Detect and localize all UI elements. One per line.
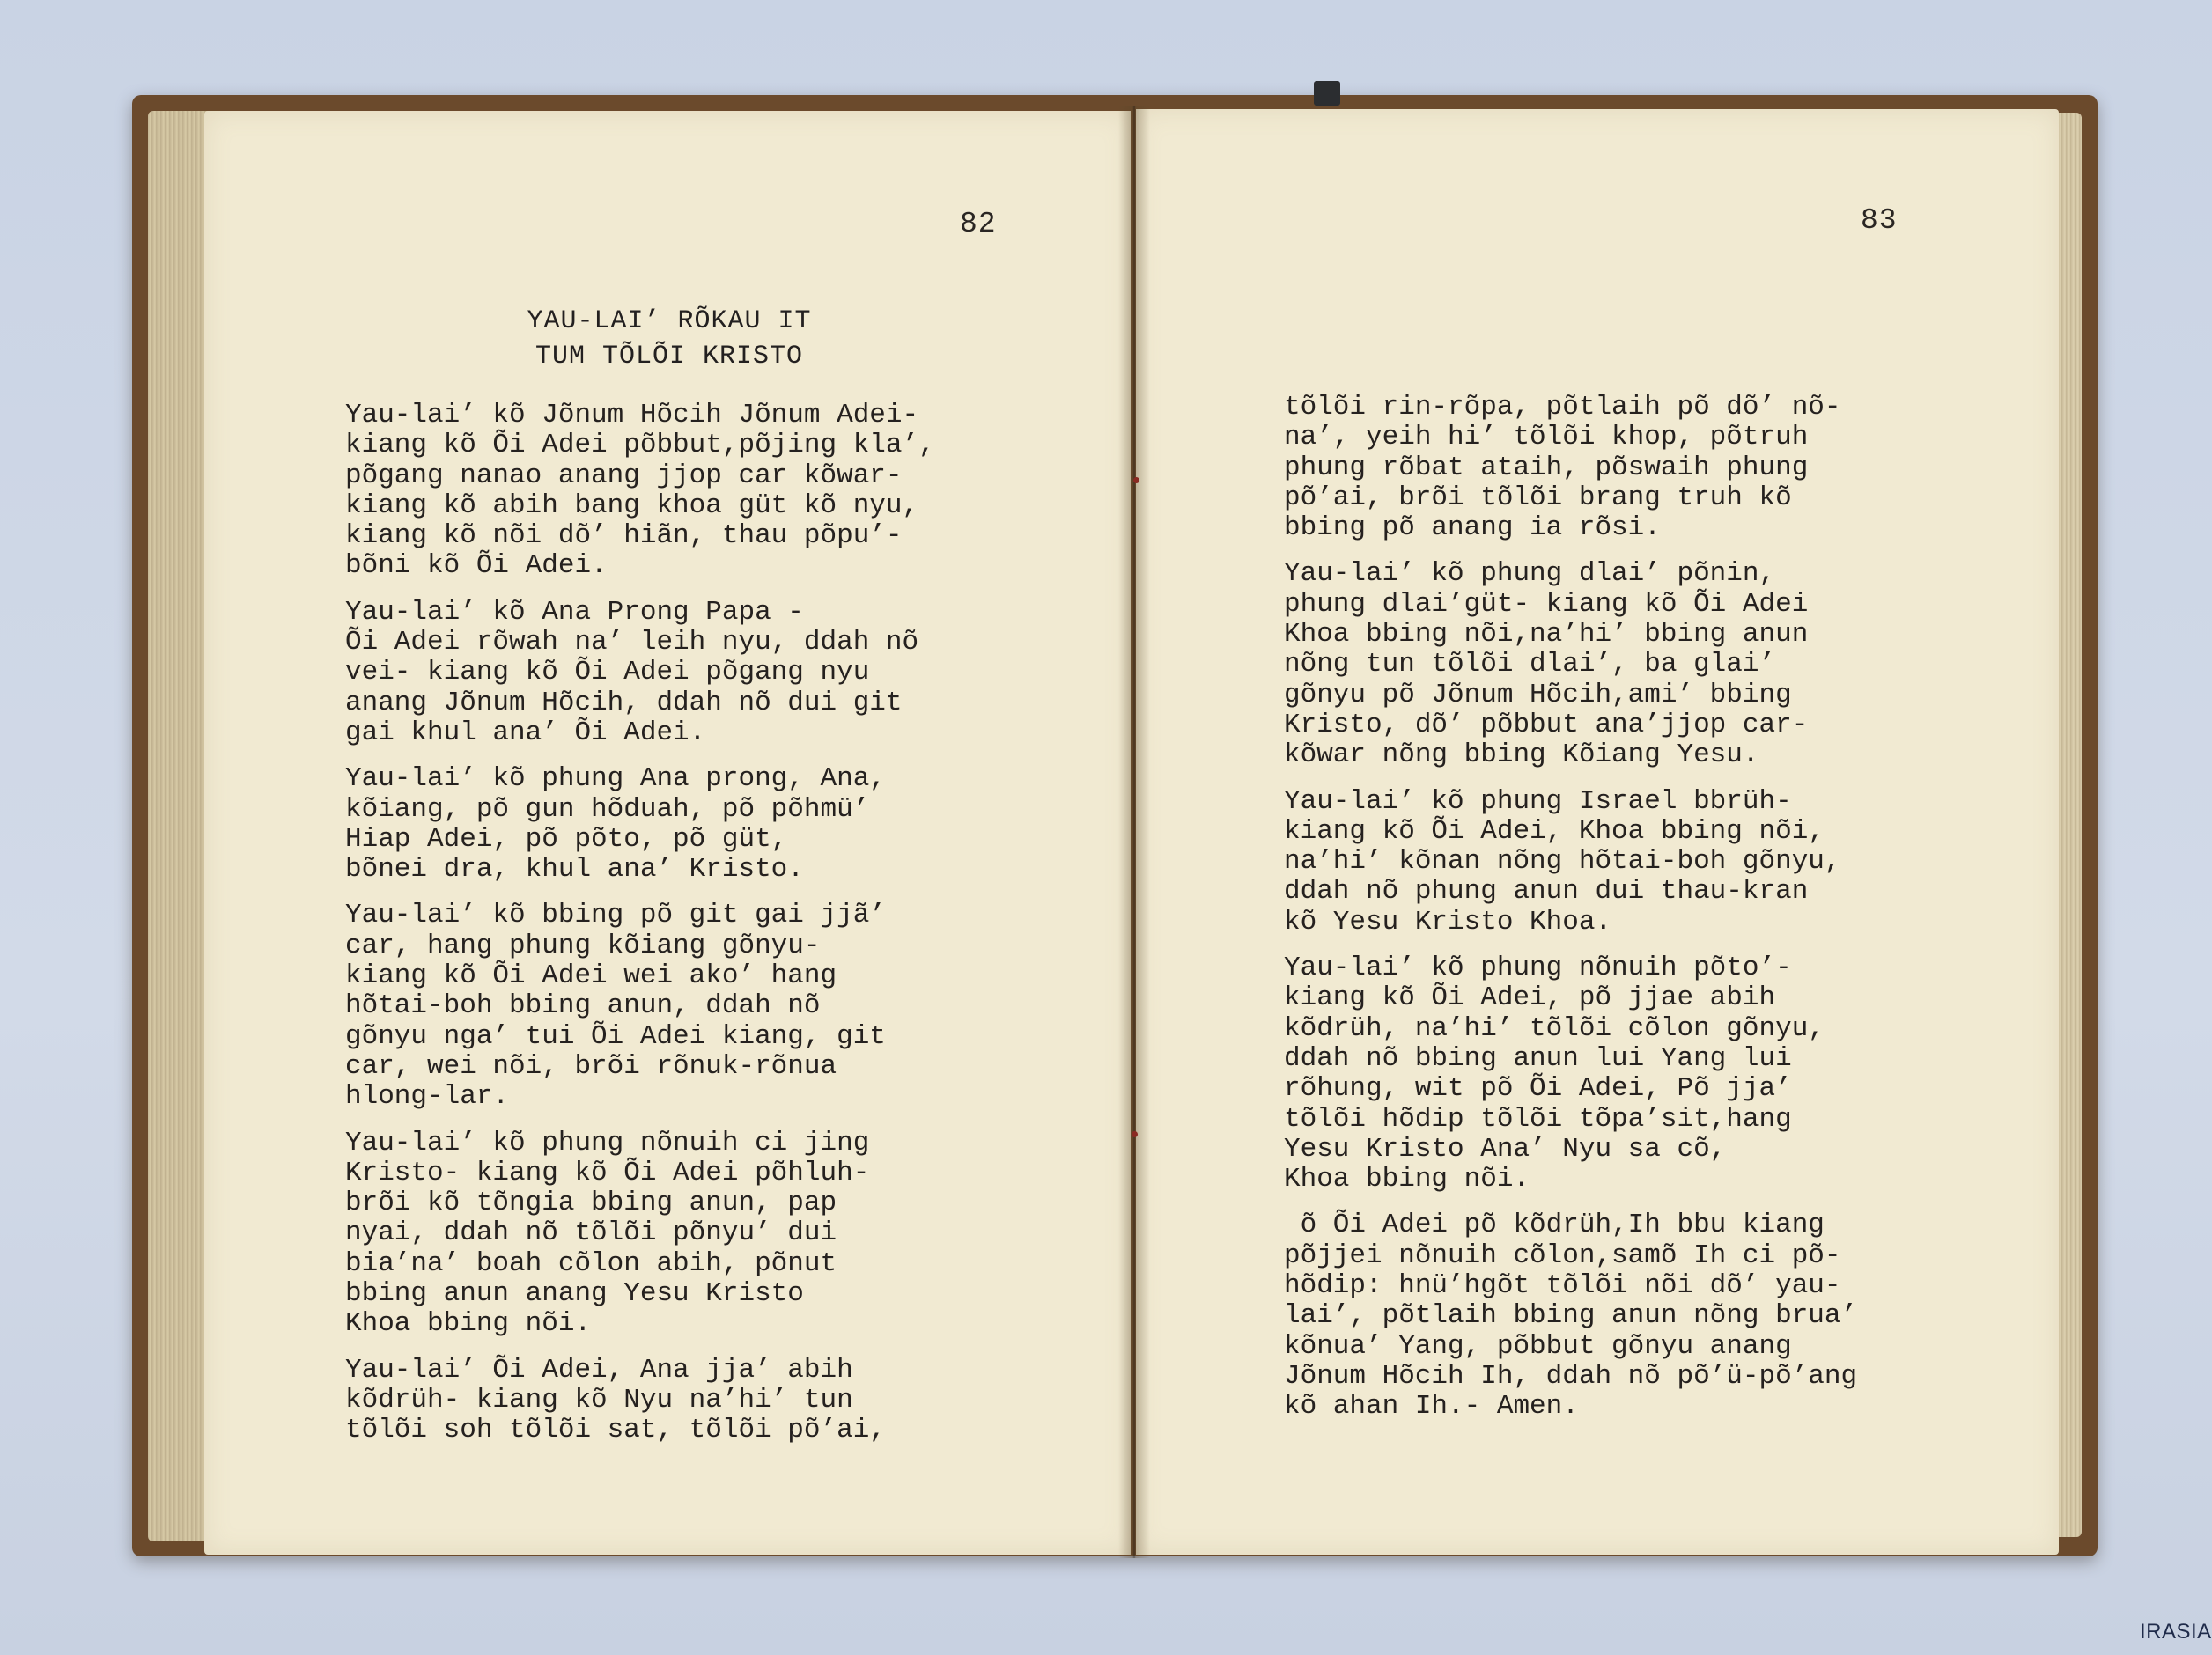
text-line: kõ Yesu Kristo Khoa. — [1284, 906, 1612, 938]
paragraph — [1284, 787, 1857, 938]
book-gutter — [1118, 106, 1150, 1558]
text-line: tõlõi rin-rõpa, põtlaih põ dõ’ nõ- — [1284, 392, 1841, 423]
text-line: nyai, ddah nõ tõlõi põnyu’ dui — [345, 1217, 837, 1249]
text-line: Yau-lai’ kõ phung dlai’ põnin, — [1284, 558, 1776, 590]
paragraph — [345, 401, 935, 582]
text-line: tõlõi soh tõlõi sat, tõlõi põ’ai, — [345, 1415, 886, 1446]
binding-stitch — [1133, 477, 1139, 483]
text-line: car, wei nõi, brõi rõnuk-rõnua — [345, 1050, 837, 1082]
text-line: anang Jõnum Hõcih, ddah nõ dui git — [345, 687, 903, 718]
text-line: Yau-lai’ kõ Jõnum Hõcih Jõnum Adei- — [345, 400, 919, 430]
text-line: kõnua’ Yang, põbbut gõnyu anang — [1284, 1330, 1792, 1362]
text-line: na’hi’ kõnan nõng hõtai-boh gõnyu, — [1284, 846, 1841, 878]
text-line: Yau-lai’ Õi Adei, Ana jja’ abih — [345, 1354, 853, 1386]
heading-line: YAU-LAI’ RÕKAU IT — [527, 306, 812, 336]
bookmark-ribbon — [1314, 81, 1340, 106]
paragraph — [1284, 1210, 1857, 1422]
text-line: hõtai-boh bbing anun, ddah nõ — [345, 990, 821, 1022]
text-line: põjjei nõnuih cõlon,samõ Ih ci põ- — [1284, 1239, 1841, 1271]
text-line: bõnei dra, khul ana’ Kristo. — [345, 854, 804, 886]
text-line: Khoa bbing nõi. — [345, 1308, 592, 1340]
paragraph — [345, 1356, 935, 1446]
text-line: nõng tun tõlõi dlai’, ba glai’ — [1284, 649, 1776, 680]
text-line: brõi kõ tõngia bbing anun, pap — [345, 1188, 837, 1219]
text-line: rõhung, wit põ Õi Adei, Põ jja’ — [1284, 1073, 1792, 1105]
text-line: bbing anun anang Yesu Kristo — [345, 1278, 804, 1310]
page-number-left: 82 — [960, 208, 997, 240]
text-line: hlong-lar. — [345, 1081, 510, 1113]
text-line: ddah nõ phung anun dui thau-kran — [1284, 876, 1809, 908]
text-line: bõni kõ Õi Adei. — [345, 550, 608, 582]
text-line: Yau-lai’ kõ phung nõnuih ci jing — [345, 1127, 870, 1158]
text-line: kiang kõ Õi Adei, põ jjae abih — [1284, 982, 1776, 1014]
paragraph — [1284, 393, 1857, 543]
text-line: kõdrüh- kiang kõ Nyu na’hi’ tun — [345, 1384, 853, 1416]
text-line: Khoa bbing nõi. — [1284, 1164, 1530, 1195]
text-line: Yau-lai’ kõ bbing põ git gai jjã’ — [345, 900, 886, 931]
paragraph — [345, 901, 935, 1112]
text-line: bbing põ anang ia rõsi. — [1284, 512, 1661, 544]
binding-stitch — [1132, 1131, 1138, 1137]
text-line: car, hang phung kõiang gõnyu- — [345, 930, 821, 961]
paragraph — [1284, 559, 1857, 770]
heading-line: TUM TÕLÕI KRISTO — [535, 342, 804, 371]
text-line: Yesu Kristo Ana’ Nyu sa cõ, — [1284, 1133, 1727, 1165]
text-line: põgang nanao anang jjop car kõwar- — [345, 460, 903, 491]
paragraph — [345, 598, 935, 748]
paragraph — [1284, 953, 1857, 1195]
text-line: gõnyu põ Jõnum Hõcih,ami’ bbing — [1284, 679, 1792, 710]
left-page-text — [345, 401, 935, 1462]
text-line: bia’na’ boah cõlon abih, põnut — [345, 1247, 837, 1279]
text-line: gai khul ana’ Õi Adei. — [345, 717, 706, 748]
text-line: Kristo- kiang kõ Õi Adei põhluh- — [345, 1157, 870, 1188]
text-line: hõdip: hnü’hgõt tõlõi nõi dõ’ yau- — [1284, 1270, 1841, 1302]
text-line: Khoa bbing nõi,na’hi’ bbing anun — [1284, 619, 1809, 651]
text-line: Yau-lai’ kõ phung Israel bbrüh- — [1284, 785, 1792, 817]
text-line: vei- kiang kõ Õi Adei põgang nyu — [345, 657, 870, 688]
text-line: Yau-lai’ kõ phung nõnuih põto’- — [1284, 953, 1792, 984]
text-line: kõiang, põ gun hõduah, põ põhmü’ — [345, 793, 870, 825]
text-line: ddah nõ bbing anun lui Yang lui — [1284, 1042, 1792, 1074]
text-line: kõdrüh, na’hi’ tõlõi cõlon gõnyu, — [1284, 1012, 1825, 1044]
text-line: Yau-lai’ kõ Ana Prong Papa - — [345, 596, 804, 628]
text-line: kiang kõ nõi dõ’ hiãn, thau põpu’- — [345, 520, 903, 552]
text-line: Õi Adei rõwah na’ leih nyu, ddah nõ — [345, 627, 919, 658]
text-line: phung rõbat ataih, põswaih phung — [1284, 452, 1809, 483]
paragraph — [345, 1129, 935, 1340]
text-line: kiang kõ abih bang khoa güt kõ nyu, — [345, 489, 919, 521]
text-line: kõ ahan Ih.- Amen. — [1284, 1391, 1579, 1423]
text-line: na’, yeih hi’ tõlõi khop, põtruh — [1284, 422, 1809, 453]
text-line: kiang kõ Õi Adei wei ako’ hang — [345, 960, 837, 992]
text-line: Yau-lai’ kõ phung Ana prong, Ana, — [345, 763, 886, 795]
text-line: õ Õi Adei põ kõdrüh,Ih bbu kiang — [1284, 1210, 1825, 1241]
text-line: kõwar nõng bbing Kõiang Yesu. — [1284, 739, 1759, 771]
paragraph — [345, 764, 935, 885]
watermark-label: IRASIA — [2140, 1620, 2212, 1644]
text-line: tõlõi hõdip tõlõi tõpa’sit,hang — [1284, 1103, 1792, 1135]
text-line: gõnyu nga’ tui Õi Adei kiang, git — [345, 1020, 886, 1052]
text-line: Kristo, dõ’ põbbut ana’jjop car- — [1284, 709, 1809, 740]
text-line: Hiap Adei, põ põto, põ güt, — [345, 823, 788, 855]
text-line: kiang kõ Õi Adei, Khoa bbing nõi, — [1284, 815, 1825, 847]
text-line: põ’ai, brõi tõlõi brang truh kõ — [1284, 482, 1792, 513]
text-line: Jõnum Hõcih Ih, ddah nõ põ’ü-põ’ang — [1284, 1360, 1858, 1392]
page-number-right: 83 — [1861, 204, 1898, 237]
text-line: kiang kõ Õi Adei põbbut,põjing kla’, — [345, 430, 935, 461]
section-heading — [493, 304, 845, 374]
text-line: phung dlai’güt- kiang kõ Õi Adei — [1284, 588, 1809, 620]
text-line: lai’, põtlaih bbing anun nõng brua’ — [1284, 1300, 1858, 1332]
right-page-text — [1284, 393, 1857, 1438]
